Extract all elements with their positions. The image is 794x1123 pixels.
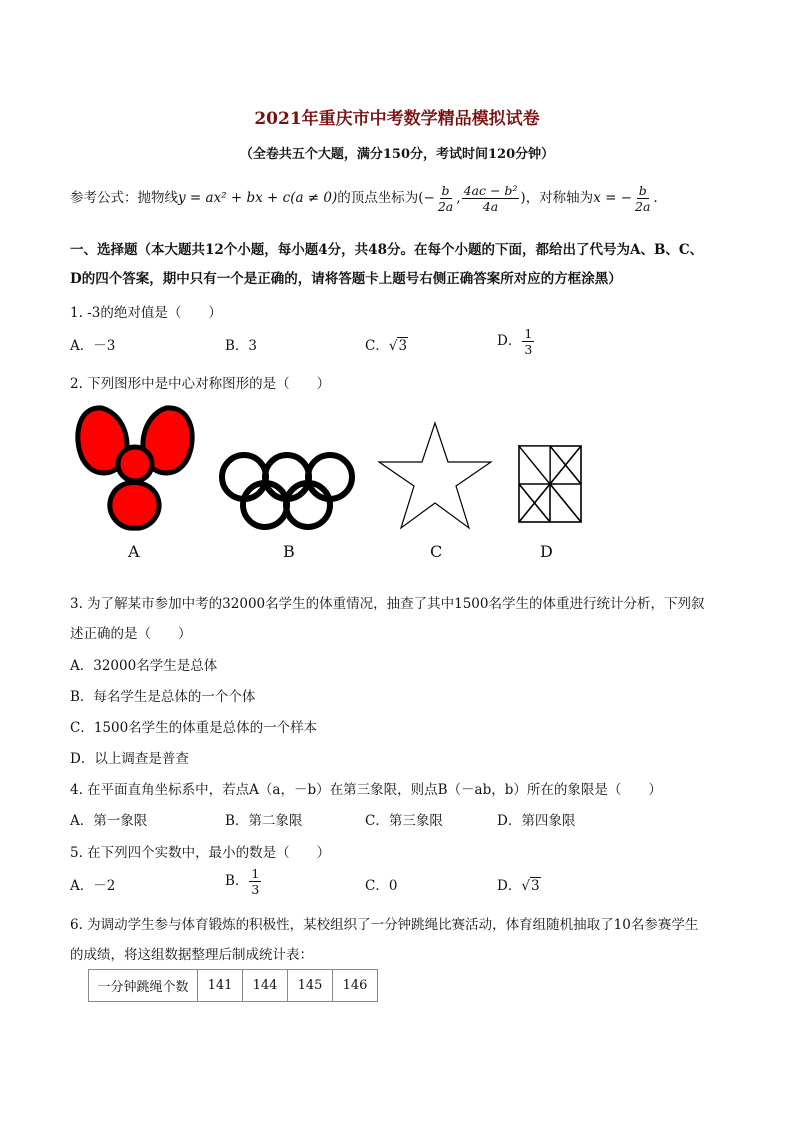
figure-label-a: A (128, 542, 140, 561)
q3-stem-line1: 3. 为了解某市参加中考的32000名学生的体重情况，抽查了其中1500名学生的体重进行统计分析，下列叙 (70, 596, 705, 612)
formula-equation: y = ax² + bx + c(a ≠ 0) (178, 190, 338, 206)
q1-option-b: B．3 (225, 338, 258, 354)
formula-axis-text: ，对称轴为 (525, 190, 594, 206)
q1-option-c: C．√3 (365, 338, 408, 354)
q6-stem-line2: 的成绩，将这组数据整理后制成统计表： (70, 947, 313, 963)
q4-stem: 4. 在平面直角坐标系中，若点A（a，－b）在第三象限，则点B（－ab，b）所在的象限是（ ） (70, 782, 662, 798)
section-heading-line1: 一、选择题（本大题共12个小题，每小题4分，共48分。在每个小题的下面，都给出了代号为A、B、C、 (70, 242, 704, 258)
q4-option-a: A．第一象限 (70, 813, 148, 829)
table-cell: 145 (288, 970, 333, 1002)
q3-option-a: A．32000名学生是总体 (70, 658, 218, 674)
q3-option-d: D．以上调查是普查 (70, 751, 189, 767)
q6-stem-line1: 6. 为调动学生参与体育锻炼的积极性，某校组织了一分钟跳绳比赛活动，体育组随机抽取了10名参赛学生 (70, 917, 699, 933)
figure-b-rings (218, 450, 356, 532)
table-cell: 144 (243, 970, 288, 1002)
q3-stem-line2: 述正确的是（ ） (70, 626, 192, 642)
q5-option-d: D．√3 (497, 878, 540, 894)
reference-formula: 参考公式：抛物线y = ax² + bx + c(a ≠ 0)的顶点坐标为(− $\frac{b}{2a}$ , $\frac{\text{4ac − b²}}{4a}$ )，对称轴为x = − $\frac{b}{2a}$ . (70, 183, 658, 214)
q2-stem: 2. 下列图形中是中心对称图形的是（ ） (70, 376, 331, 392)
table-cell: 141 (198, 970, 243, 1002)
formula-axis-eq: x = − (593, 190, 633, 206)
q1-stem: 1. -3的绝对值是（ ） (70, 305, 222, 321)
figure-c-star (376, 420, 494, 532)
figure-d-pinwheel (517, 444, 583, 524)
q5-stem: 5. 在下列四个实数中，最小的数是（ ） (70, 845, 331, 861)
formula-prefix: 参考公式：抛物线 (70, 190, 178, 206)
formula-fraction-3: $\frac{b}{2a}$ (635, 183, 651, 214)
q5-sqrt: √3 (521, 878, 540, 894)
q4-option-d: D．第四象限 (497, 813, 576, 829)
q5-option-b: B． $\frac{1}{3}$ (225, 866, 260, 897)
q1-sqrt: √3 (388, 338, 408, 354)
q4-option-b: B．第二象限 (225, 813, 303, 829)
q4-option-c: C．第三象限 (365, 813, 443, 829)
q1-option-a: A．－3 (70, 338, 116, 354)
q1-option-d: D． $\frac{1}{3}$ (497, 326, 533, 357)
figure-label-b: B (283, 542, 295, 561)
table-header-cell: 一分钟跳绳个数 (89, 970, 198, 1002)
table-cell: 146 (333, 970, 378, 1002)
jump-rope-table (88, 969, 378, 1002)
figure-label-d: D (540, 542, 553, 561)
q5-option-a: A．－2 (70, 878, 116, 894)
figure-a-red-flower (72, 402, 198, 532)
q3-option-b: B．每名学生是总体的一个个体 (70, 689, 256, 705)
section-heading-line2: D的四个答案，期中只有一个是正确的，请将答题卡上题号右侧正确答案所对应的方框涂黑） (70, 271, 622, 287)
formula-fraction-2: $\frac{\text{4ac − b²}}{4a}$ (463, 183, 518, 214)
q3-option-c: C．1500名学生的体重是总体的一个样本 (70, 720, 318, 736)
exam-subtitle: （全卷共五个大题，满分150分，考试时间120分钟） (239, 147, 555, 162)
formula-fraction-1: $\frac{b}{2a}$ (437, 183, 454, 214)
formula-vertex-text: 的顶点坐标为 (337, 190, 419, 206)
figure-label-c: C (430, 542, 443, 561)
q5-fraction: $\frac{1}{3}$ (251, 866, 260, 897)
exam-title: 2021年重庆市中考数学精品模拟试卷 (254, 109, 540, 129)
q5-option-c: C．0 (365, 878, 398, 894)
q1-fraction: $\frac{1}{3}$ (524, 326, 533, 357)
table-row (89, 970, 378, 1002)
